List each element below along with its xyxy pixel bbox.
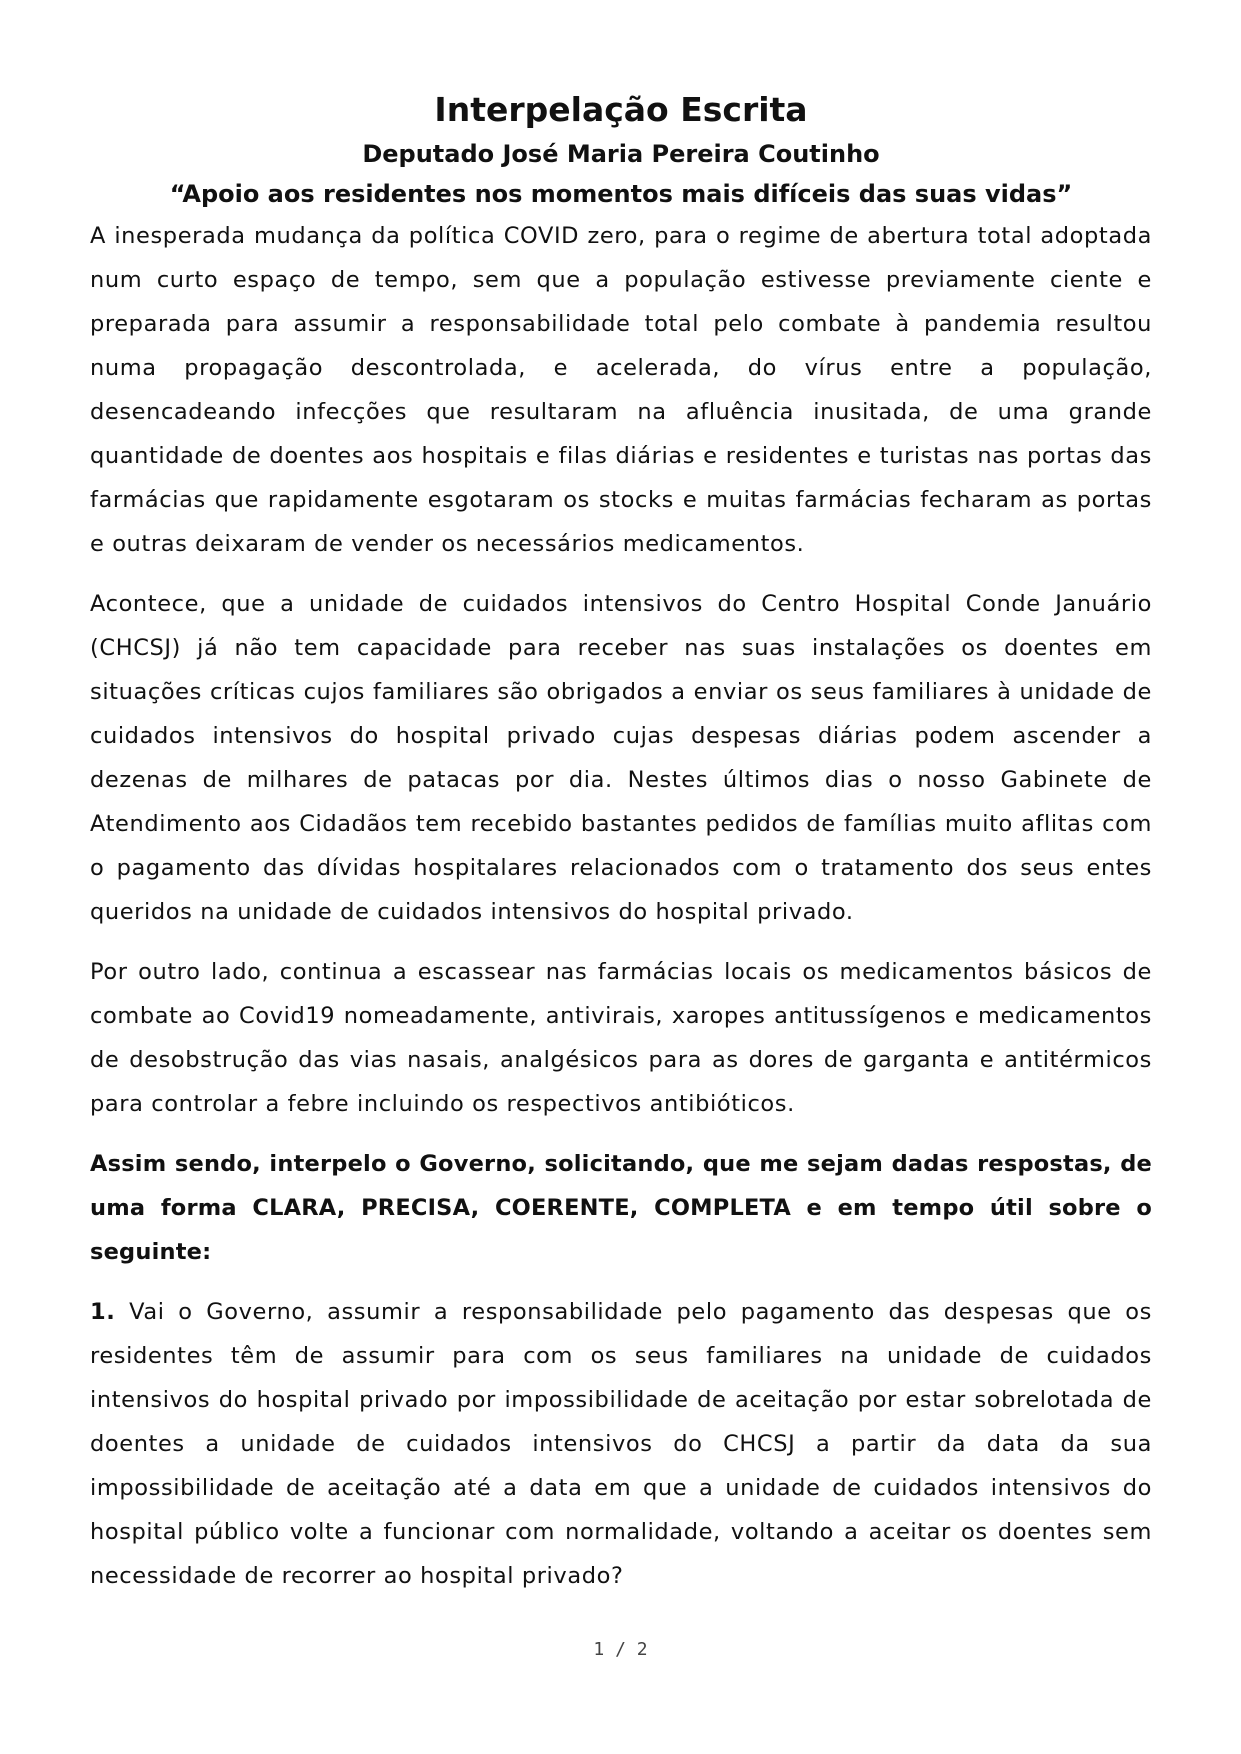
paragraph-1: A inesperada mudança da política COVID zero, para o regime de abertura total adoptada num curto espaço de tempo, sem que a população estivesse previamente ciente e preparada para assumir a responsabilidade total pelo combate à pandemia resultou numa propagação descontrolada, e acelerada, do vírus entre a população, desencadeando infecções que resultaram na afluência inusitada, de uma grande quantidade de doentes aos hospitais e filas diárias e residentes e turistas nas portas das farmácias que rapidamente esgotaram os stocks e muitas farmácias fecharam as portas e outras deixaram de vender os necessários medicamentos.	[90, 223, 1152, 557]
page-number: 1 / 2	[593, 1639, 648, 1660]
document-theme: “Apoio aos residentes nos momentos mais difíceis das suas vidas”	[169, 180, 1073, 208]
request-paragraph: Assim sendo, interpelo o Governo, solicitando, que me sejam dadas respostas, de uma forma CLARA, PRECISA, COERENTE, COMPLETA e em tempo útil sobre o seguinte:	[90, 1151, 1152, 1265]
paragraph-2: Acontece, que a unidade de cuidados intensivos do Centro Hospital Conde Januário (CHCSJ) já não tem capacidade para receber nas suas instalações os doentes em situações críticas cujos familiares são obrigados a enviar os seus familiares à unidade de cuidados intensivos do hospital privado cujas despesas diárias podem ascender a dezenas de milhares de patacas por dia. Nestes últimos dias o nosso Gabinete de Atendimento aos Cidadãos tem recebido bastantes pedidos de famílias muito aflitas com o pagamento das dívidas hospitalares relacionados com o tratamento dos seus entes queridos na unidade de cuidados intensivos do hospital privado.	[90, 591, 1152, 925]
document-page	[90, 86, 1152, 1614]
question-1	[90, 1290, 1152, 1598]
document-title: Interpelação Escrita	[434, 90, 808, 129]
question-1-text: Vai o Governo, assumir a responsabilidade pelo pagamento das despesas que os residentes têm de assumir para com os seus familiares na unidade de cuidados intensivos do hospital privado por impossibilidade de aceitação por estar sobrelotada de doentes a unidade de cuidados intensivos do CHCSJ a partir da data da sua impossibilidade de aceitação até a data em que a unidade de cuidados intensivos do hospital público volte a funcionar com normalidade, voltando a aceitar os doentes sem necessidade de recorrer ao hospital privado?	[90, 1299, 1152, 1589]
document-author: Deputado José Maria Pereira Coutinho	[362, 140, 880, 168]
question-1-number: 1.	[90, 1299, 116, 1325]
paragraph-3: Por outro lado, continua a escassear nas farmácias locais os medicamentos básicos de combate ao Covid19 nomeadamente, antivirais, xaropes antitussígenos e medicamentos de desobstrução das vias nasais, analgésicos para as dores de garganta e antitérmicos para controlar a febre incluindo os respectivos antibióticos.	[90, 959, 1152, 1117]
